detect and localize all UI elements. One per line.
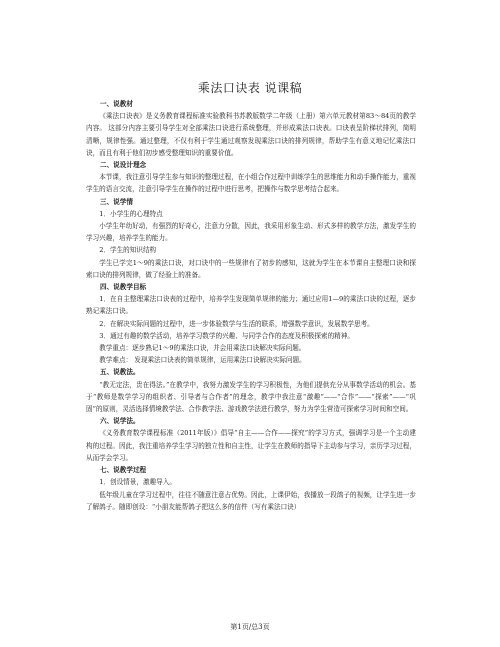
section-heading: 三、说学情 — [100, 197, 133, 206]
page-footer: 第1页/总3页 — [230, 623, 270, 631]
page-title: 乘法口诀表 说课稿 — [197, 81, 303, 95]
body-paragraph: 1．在自主整理乘法口诀表的过程中，培养学生发现简单规律的能力；通过应用1—9的乘法口诀的过程，逐步熟记乘法口诀。 — [86, 295, 416, 316]
body-paragraph: 本节课，我注意引导学生参与知识的整理过程，在小组合作过程中训练学生的思维能力和动手操作能力，重视学生的语言交流，注意引导学生在操作的过程中进行思考，把操作与数学思考结合起来。 — [86, 173, 416, 194]
body-paragraph: 低年级儿童在学习过程中，往往不随意注意占优势。因此，上课伊始，我播放一段鸽子的视频，让学生进一步了解鸽子。随即创设：“小朋友能帮鸽子把这么多的信件（写有乘法口诀） — [86, 490, 416, 511]
section-heading: 七、说教学过程 — [100, 466, 147, 475]
body-paragraph: “教无定法，贵在得法。”在教学中，我努力激发学生的学习积极性，为他们提供充分从事数学活动的机会。基于“教师是数学学习的组织者、引导者与合作者”的理念，教学中我注意“激趣”——“合作”——“探索”——“巩固”的原则，灵活选择情境教学法、合作教学法、游戏教学法进行教学，努力为学生营造可探索学习时间和空间。 — [86, 380, 416, 414]
body-paragraph: 学生已学完1～9的乘法口诀，对口诀中的一些规律有了初步的感知，这就为学生在本节课自主整理口诀和探索口诀的排列规律，做了经验上的准备。 — [86, 258, 416, 279]
body-paragraph: 1．创设情景，激趣导入。 — [99, 478, 176, 487]
body-paragraph: 2．学生的知识结构 — [99, 246, 157, 255]
section-heading: 四、说教学目标 — [100, 283, 147, 292]
body-paragraph: 《义务教育数学课程标准（2011年版）》倡导“自主——合作——探究”的学习方式，强调学习是一个主动建构的过程。因此，我注重培养学生学习的独立性和自主性，让学生在教师的指导下主动参与学习，亲历学习过程，从而学会学习。 — [86, 429, 416, 462]
body-paragraph: 小学生年幼好动，有强烈的好奇心，注意力分散，因此，我采用形象生动、形式多样的教学方法，激发学生的学习兴趣，培养学生的能力。 — [86, 222, 416, 243]
section-heading: 五、说教法。 — [100, 368, 140, 377]
body-paragraph: 1．小学生的心理特点 — [99, 209, 163, 218]
body-paragraph: 3．通过有趣的数学活动，培养学习数学的兴趣、与同学合作的态度及积极探索的精神。 — [99, 331, 354, 340]
body-paragraph: 教学重点：逐步熟记1～9的乘法口诀，并会用乘法口诀解决实际问题。 — [99, 344, 306, 353]
section-heading: 二、说设计理念 — [100, 161, 147, 170]
body-paragraph: 教学难点： 发现乘法口诀表的简单规律，运用乘法口诀解决实际问题。 — [99, 356, 306, 365]
document-body — [86, 98, 416, 513]
body-paragraph: 《乘法口诀表》是义务教育课程标准实验教科书苏教版数学二年级（上册）第六单元教材第83～84页的教学内容。 这部分内容主要引导学生对全部乘法口诀进行系统整理，并形成乘法口诀表。口诀表呈阶梯状排列，简明清晰，规律性强。通过整理，不仅有利于学生通过观察发现乘法口诀的排列规律，帮助学生有意义地记忆乘法口诀，而且有利于他们初步感受整理知识的重要价值。 — [86, 112, 416, 157]
section-heading: 一、说教材 — [100, 100, 133, 108]
section-heading: 六、说学法。 — [100, 417, 140, 426]
body-paragraph: 2．在解决实际问题的过程中，进一步体验数学与生活的联系，增强数学意识，发展数学思考。 — [99, 319, 374, 328]
